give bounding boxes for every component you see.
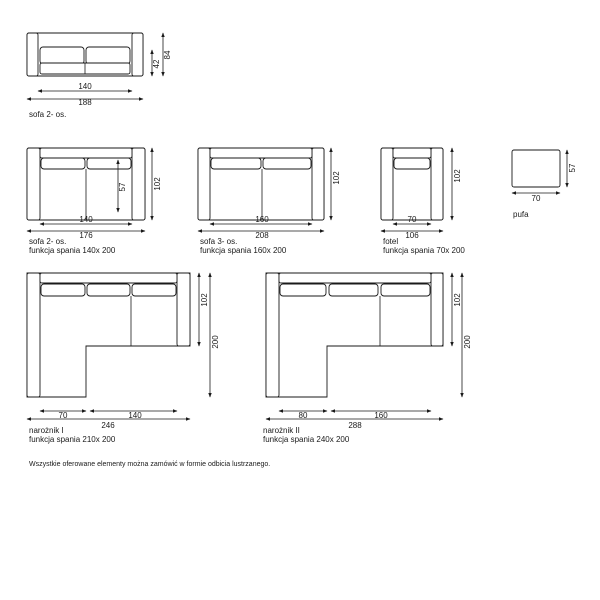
dim-sofa-width: 160 (374, 411, 388, 420)
left-armrest (27, 33, 38, 76)
corner-sofa-1-top-view (27, 273, 220, 444)
dim-depth: 57 (568, 163, 577, 173)
dim-width-total: 208 (255, 231, 269, 240)
dim-sofa-width: 140 (128, 411, 142, 420)
dim-width-total: 176 (79, 231, 93, 240)
left-armrest (27, 148, 40, 220)
back-cushion (280, 284, 326, 296)
footer-note: Wszystkie oferowane elementy można zamówić w formie odbicia lustrzanego. (29, 461, 271, 468)
sofa3-bed-top-view (198, 148, 341, 255)
dim-width-total: 106 (405, 231, 419, 240)
product-label: fotel (383, 237, 399, 246)
product-label: sofa 2- os. (29, 237, 67, 246)
dim-depth: 102 (200, 293, 209, 307)
dim-chaise-width: 80 (298, 411, 308, 420)
pouf-outline (512, 150, 560, 187)
dim-depth: 102 (453, 293, 462, 307)
corner-sofa-2-top-view (263, 273, 472, 444)
dim-depth: 102 (453, 169, 462, 183)
product-function: funkcja spania 70x 200 (383, 246, 465, 255)
product-label: sofa 3- os. (200, 237, 238, 246)
product-label: pufa (513, 210, 529, 219)
dim-width-total: 246 (101, 421, 115, 430)
right-armrest (177, 273, 190, 346)
back-cushion (381, 284, 430, 296)
dim-width-inner: 70 (407, 215, 417, 224)
dim-length: 200 (211, 335, 220, 349)
dim-width-total: 188 (78, 98, 92, 107)
left-armrest (381, 148, 393, 220)
back-cushion (41, 284, 85, 296)
product-label: sofa 2- os. (29, 110, 67, 119)
right-armrest (132, 33, 143, 76)
dim-width-inner: 140 (78, 82, 92, 91)
dim-depth: 102 (332, 171, 341, 185)
back-cushion (394, 158, 430, 169)
product-label: narożnik II (263, 426, 300, 435)
back-cushion (41, 158, 85, 169)
left-armrest (27, 273, 40, 397)
dim-width: 70 (531, 194, 541, 203)
sofa2-bed-top-view (27, 148, 162, 255)
back-cushion (40, 47, 84, 64)
right-armrest (431, 273, 443, 346)
product-function: funkcja spania 140x 200 (29, 246, 116, 255)
dim-seat-height: 42 (152, 59, 161, 69)
back-cushion (211, 158, 261, 169)
right-armrest (132, 148, 145, 220)
dim-height: 84 (163, 50, 172, 60)
back-cushion (263, 158, 311, 169)
backrest (210, 148, 312, 158)
dim-depth: 102 (153, 177, 162, 191)
dim-length: 200 (463, 335, 472, 349)
sofa2-front-view (27, 33, 172, 119)
dim-width-inner: 140 (79, 215, 93, 224)
dim-seat-depth: 57 (118, 182, 127, 192)
left-armrest (266, 273, 279, 397)
right-armrest (431, 148, 443, 220)
backrest (40, 273, 177, 283)
dim-width-total: 288 (348, 421, 362, 430)
dim-chaise-width: 70 (58, 411, 68, 420)
back-cushion (87, 158, 131, 169)
product-function: funkcja spania 210x 200 (29, 435, 116, 444)
dim-width-inner: 160 (255, 215, 269, 224)
back-cushion (87, 284, 130, 296)
right-armrest (312, 148, 324, 220)
back-cushion (86, 47, 130, 64)
pouf-top-view (512, 150, 577, 219)
left-armrest (198, 148, 210, 220)
backrest (40, 148, 132, 158)
back-cushion (329, 284, 378, 296)
backrest (279, 273, 431, 283)
armchair-top-view (381, 148, 465, 255)
backrest (393, 148, 431, 158)
product-function: funkcja spania 160x 200 (200, 246, 287, 255)
product-function: funkcja spania 240x 200 (263, 435, 350, 444)
product-label: narożnik I (29, 426, 64, 435)
back-cushion (132, 284, 176, 296)
